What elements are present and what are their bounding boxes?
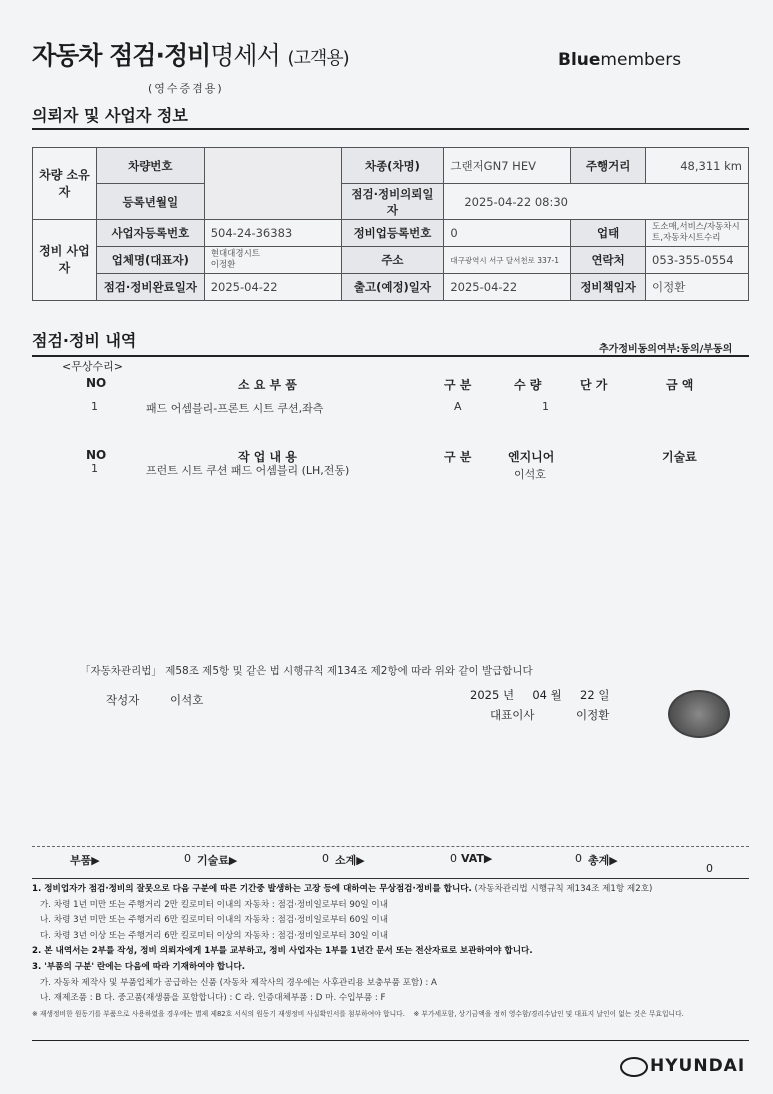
business-group-label: 정비 사업자 bbox=[33, 220, 97, 301]
company-cell bbox=[204, 247, 341, 274]
parts-row-no: 1 bbox=[91, 400, 98, 413]
note-1-ref: (자동차관리법 시행규칙 제134조 제1항 제2호) bbox=[474, 884, 653, 894]
free-repair-tag: <무상수리> bbox=[62, 360, 123, 373]
repair-reg-no-label: 정비업등록번호 bbox=[341, 220, 444, 247]
summary-parts-label: 부품▶ bbox=[70, 854, 100, 867]
issue-year: 2025 bbox=[470, 688, 500, 702]
contact-label: 연락처 bbox=[571, 247, 646, 274]
work-row-engineer: 이석호 bbox=[514, 468, 546, 481]
note-3a: 가. 자동차 제작사 및 부품업체가 공급하는 신품 (자동차 제작사의 경우에는 사후관리용 보충부품 포함) : A bbox=[40, 977, 437, 988]
issue-day-unit: 일 bbox=[598, 688, 610, 702]
summary-subtotal-label: 소계▶ bbox=[335, 854, 365, 867]
work-row-work: 프런트 시트 쿠션 패드 어셈블리 (LH,전동) bbox=[146, 464, 350, 477]
footnote-left: ※ 재생정비한 원동기를 부품으로 사용하였을 경우에는 별제 제82호 서식의 원동기 재생정비 사실확인서를 첨부하여야 합니다. bbox=[32, 1009, 405, 1018]
parts-row-category: A bbox=[454, 400, 462, 413]
work-row-no: 1 bbox=[91, 462, 98, 475]
company-label: 업체명(대표자) bbox=[96, 247, 204, 274]
mileage-value: 48,311 km bbox=[646, 148, 749, 184]
issue-month-unit: 월 bbox=[550, 688, 562, 702]
writer-name: 이석호 bbox=[170, 693, 204, 707]
owner-group-label: 차량 소유자 bbox=[33, 148, 97, 220]
vehicle-no-label: 차량번호 bbox=[96, 148, 204, 184]
details-section-title: 점검·정비 내역 bbox=[32, 331, 137, 350]
manager-value: 이정환 bbox=[646, 274, 749, 301]
additional-consent: 추가정비동의여부:동의/부동의 bbox=[599, 344, 733, 355]
issue-day: 22 bbox=[580, 688, 595, 702]
complete-date-label: 점검·정비완료일자 bbox=[96, 274, 204, 301]
receipt-note: (영수증겸용) bbox=[148, 82, 224, 95]
release-date-value: 2025-04-22 bbox=[444, 274, 571, 301]
note-1: 1. 정비업자가 점검·정비의 잘못으로 다음 구분에 따른 기간중 발생하는 고장 등에 대하여는 무상점검·정비를 합니다. bbox=[32, 884, 472, 894]
brand-bold: Blue bbox=[558, 50, 601, 70]
issue-year-unit: 년 bbox=[502, 688, 515, 702]
summary-bottom-rule bbox=[32, 878, 749, 879]
mileage-label: 주행거리 bbox=[571, 148, 646, 184]
repair-reg-no-value: 0 bbox=[444, 220, 571, 247]
summary-subtotal-value: 0 bbox=[450, 852, 457, 865]
summary-labor-label: 기술료▶ bbox=[197, 854, 238, 867]
reg-year-label: 등록년월일 bbox=[96, 184, 204, 220]
note-1b: 나. 차령 3년 미만 또는 주행거리 6만 킬로미터 이내의 자동차 : 점검·정비일로부터 60일 이내 bbox=[40, 915, 388, 926]
address-label: 주소 bbox=[341, 247, 444, 274]
work-header-labor: 기술료 bbox=[662, 450, 697, 464]
info-title-rule bbox=[32, 128, 749, 130]
complete-date-value: 2025-04-22 bbox=[204, 274, 341, 301]
parts-row-part: 패드 어셈블리-프론트 시트 쿠션,좌측 bbox=[146, 402, 324, 415]
work-header-no: NO bbox=[86, 448, 107, 462]
car-type-label: 차종(차명) bbox=[341, 148, 444, 184]
note-1c: 다. 차령 3년 이상 또는 주행거리 6만 킬로미터 이상의 자동차 : 점검·정비일로부터 30일 이내 bbox=[40, 930, 388, 941]
issue-month: 04 bbox=[532, 688, 547, 702]
parts-header-category: 구 분 bbox=[444, 378, 472, 392]
footnote-right: ※ 부가세포함, 상기금액을 정히 영수함/경리수납인 및 대표지 날인이 없는 것은 무효입니다. bbox=[413, 1009, 684, 1018]
summary-vat-label: VAT▶ bbox=[461, 852, 493, 865]
parts-header-no: NO bbox=[86, 376, 107, 390]
request-date-label: 점검·정비의뢰일자 bbox=[341, 184, 444, 220]
info-table bbox=[32, 147, 749, 301]
note-1a: 가. 차령 1년 미만 또는 주행거리 2만 킬로미터 이내의 자동차 : 점검·정비일로부터 90일 이내 bbox=[40, 899, 388, 910]
work-header-work: 작 업 내 용 bbox=[238, 450, 297, 464]
summary-vat-value: 0 bbox=[575, 852, 582, 865]
footer-rule bbox=[32, 1040, 749, 1041]
note-3: 3. '부품의 구분' 란에는 다음에 따라 기재하여야 합니다. bbox=[32, 961, 246, 972]
parts-header-amount: 금 액 bbox=[666, 378, 694, 392]
car-type-value: 그랜저GN7 HEV bbox=[444, 148, 571, 184]
ceo-label: 대표이사 bbox=[490, 708, 535, 722]
hyundai-logo-text: HYUNDAI bbox=[650, 1056, 746, 1076]
summary-labor-value: 0 bbox=[322, 852, 329, 865]
work-header-engineer: 엔지니어 bbox=[508, 450, 555, 464]
brand-rest: members bbox=[600, 50, 682, 70]
contact-value: 053-355-0554 bbox=[646, 247, 749, 274]
company-value: 현대대경시트 bbox=[210, 249, 261, 259]
title-bold: 자동차 점검·정비 bbox=[32, 41, 211, 70]
document-title bbox=[32, 36, 349, 72]
biz-type-value: 도소매,서비스/자동차시트,자동차시트수리 bbox=[646, 220, 749, 247]
company-rep: 이정환 bbox=[210, 260, 236, 270]
title-thin: 명세서 bbox=[210, 41, 280, 70]
release-date-label: 출고(예정)일자 bbox=[341, 274, 444, 301]
summary-total-label: 총계▶ bbox=[588, 854, 618, 867]
parts-header-qty: 수 량 bbox=[514, 378, 542, 392]
ceo-name: 이정환 bbox=[576, 708, 610, 722]
summary-total-value: 0 bbox=[706, 862, 713, 875]
parts-header-part: 소 요 부 품 bbox=[238, 378, 297, 392]
summary-top-rule bbox=[32, 846, 749, 847]
manager-label: 정비책임자 bbox=[571, 274, 646, 301]
details-title-rule bbox=[32, 355, 749, 357]
issue-date bbox=[470, 687, 609, 703]
biz-reg-no-label: 사업자등록번호 bbox=[96, 220, 204, 247]
vehicle-no-value bbox=[204, 148, 341, 220]
title-paren: (고객용) bbox=[287, 48, 349, 69]
info-section-title: 의뢰자 및 사업자 정보 bbox=[32, 106, 188, 125]
summary-parts-value: 0 bbox=[184, 852, 191, 865]
writer-label: 작성자 bbox=[106, 693, 140, 707]
company-seal-stamp bbox=[668, 690, 730, 738]
notes-block bbox=[32, 882, 749, 1022]
bluemembers-logo bbox=[558, 50, 681, 70]
biz-reg-no-value: 504-24-36383 bbox=[204, 220, 341, 247]
footnotes bbox=[32, 1007, 749, 1023]
note-2: 2. 본 내역서는 2부를 작성, 정비 의뢰자에게 1부를 교부하고, 정비 사업자는 1부를 1년간 문서 또는 전산자료로 보관하여야 합니다. bbox=[32, 946, 533, 957]
parts-header-unit-price: 단 가 bbox=[580, 378, 608, 392]
work-header-category: 구 분 bbox=[444, 450, 472, 464]
parts-row-qty: 1 bbox=[542, 400, 549, 413]
note-3b: 나. 재제조품 : B 다. 중고품(재생품을 포함합니다) : C 라. 인증대체부품 : D 마. 수입부품 : F bbox=[40, 993, 386, 1004]
certification-statement: 「자동차관리법」 제58조 제5항 및 같은 법 시행규칙 제134조 제2항에 따라 위와 같이 발급합니다 bbox=[80, 665, 533, 677]
hyundai-logo-icon bbox=[620, 1057, 648, 1077]
address-value: 대구광역시 서구 달서천로 337-1 bbox=[444, 247, 571, 274]
biz-type-label: 업태 bbox=[571, 220, 646, 247]
request-date-value: 2025-04-22 08:30 bbox=[444, 184, 749, 220]
